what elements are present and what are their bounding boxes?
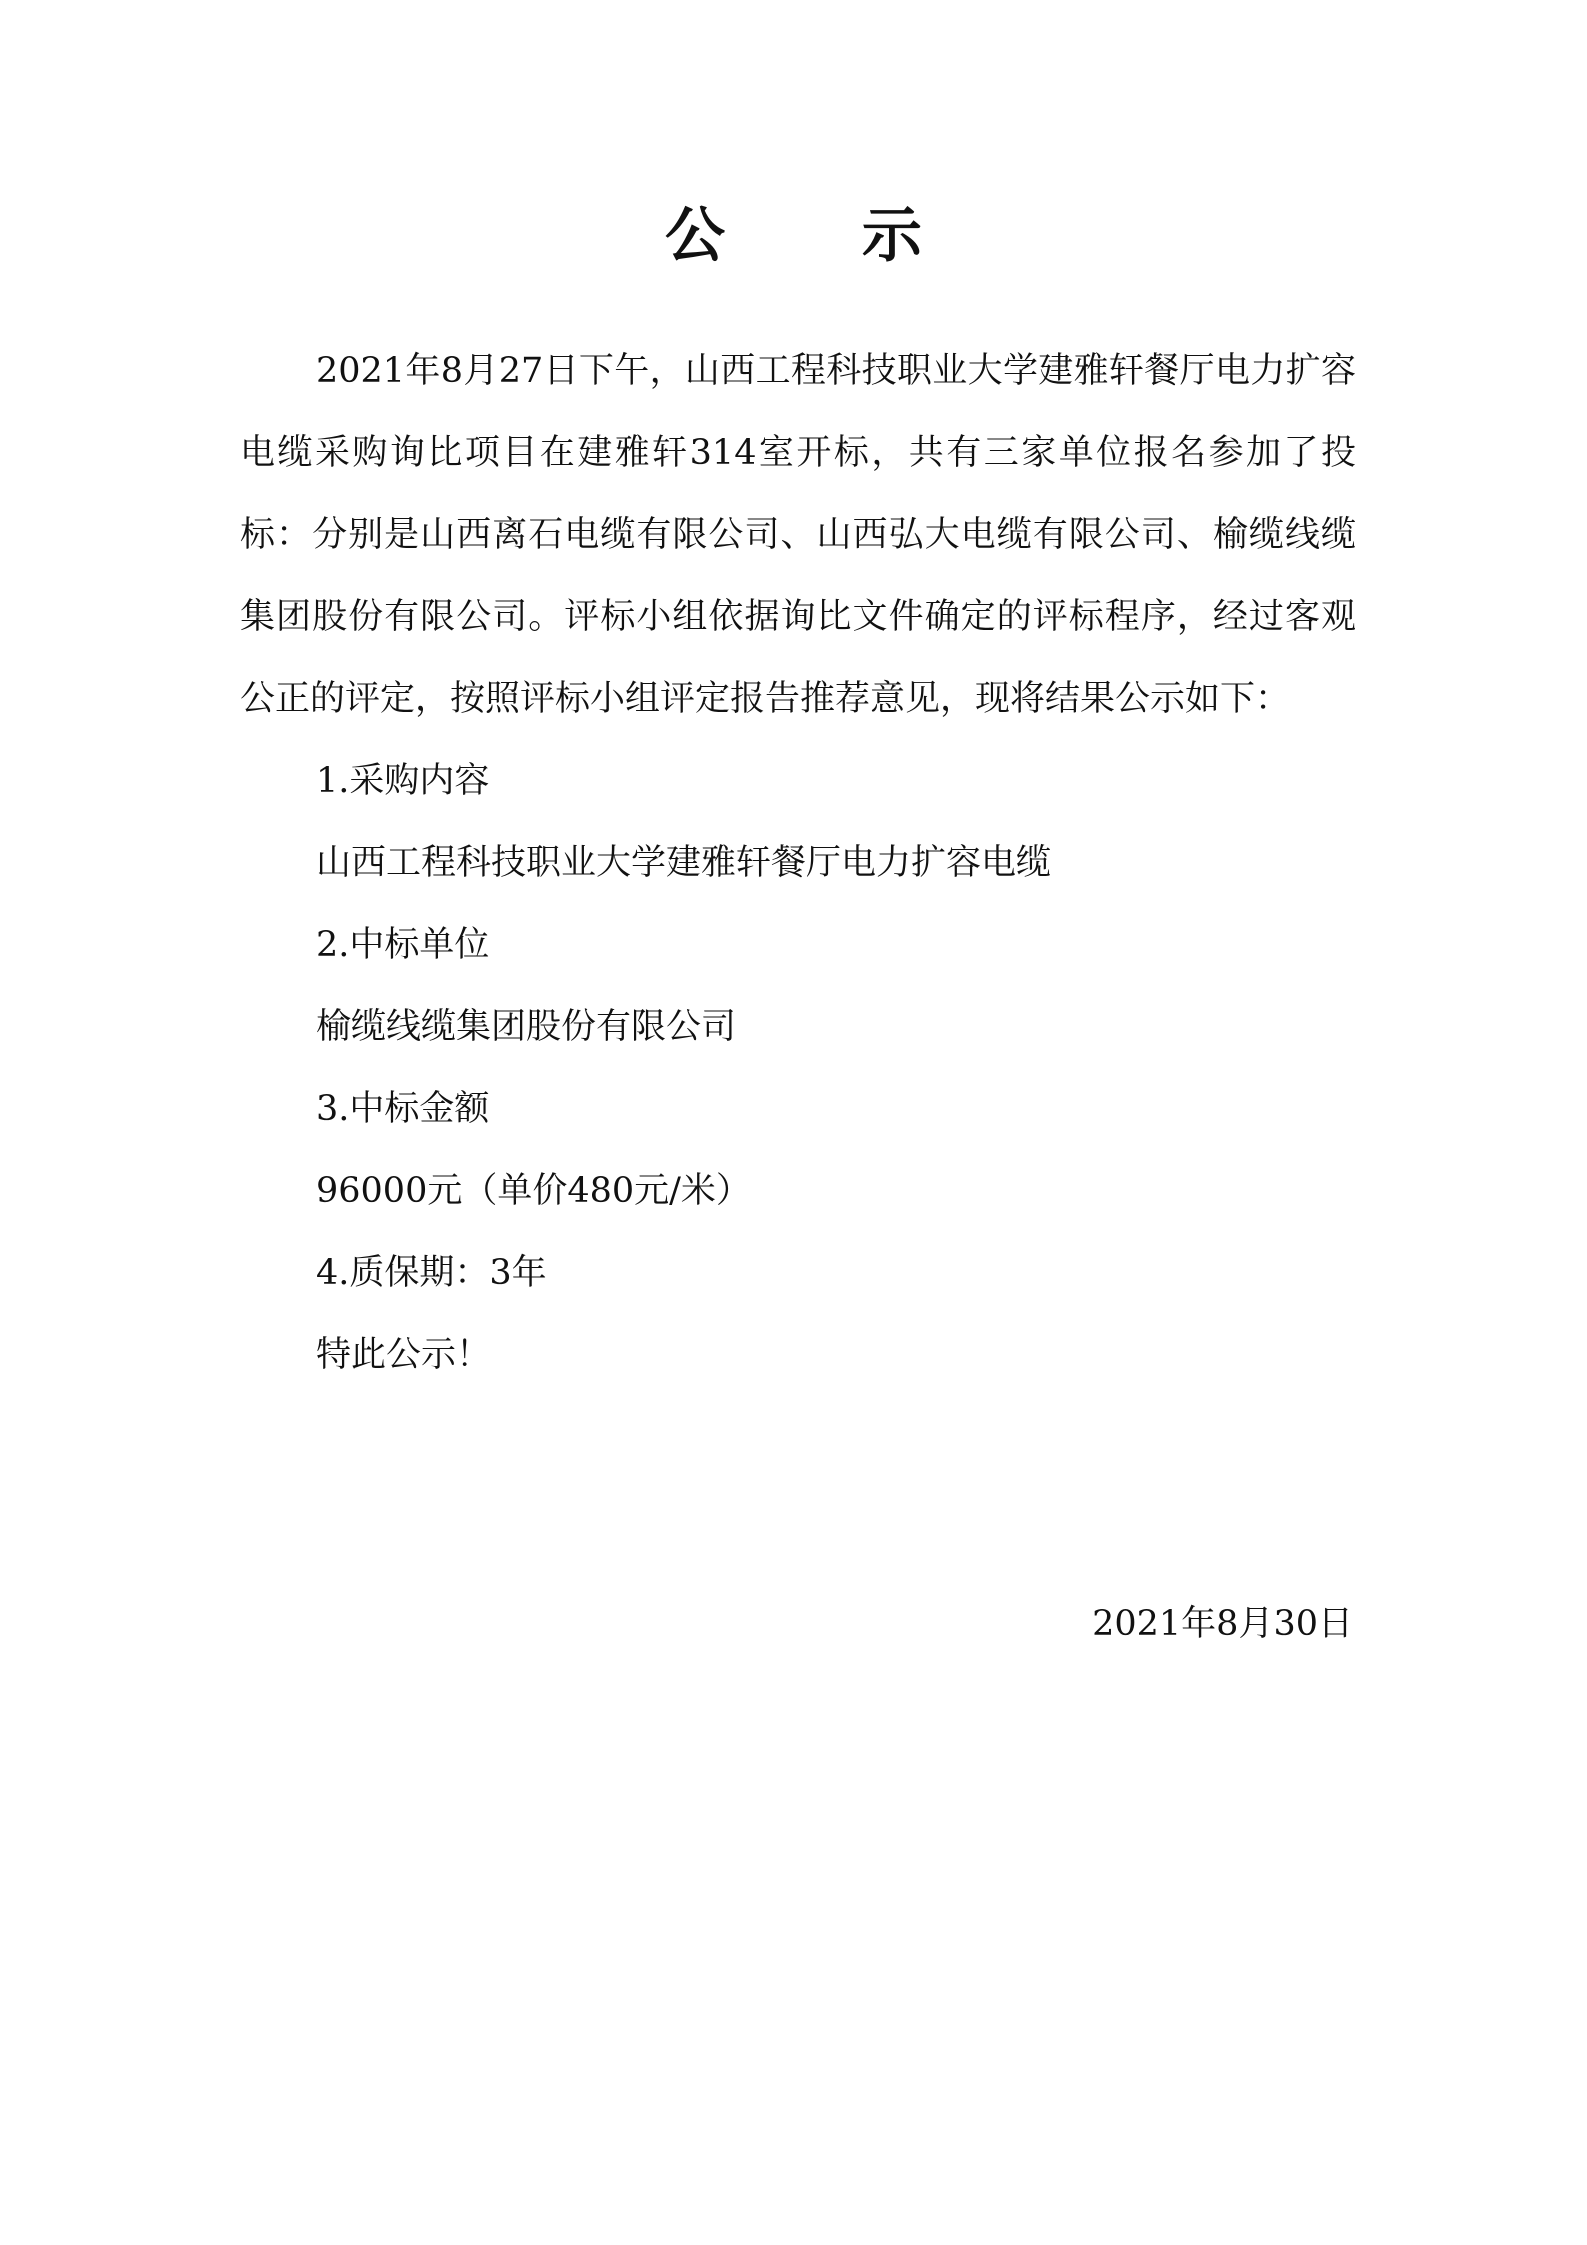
signature-date: 2021年8月30日: [1092, 1604, 1353, 1644]
section2-heading: 2.中标单位: [316, 925, 490, 965]
section1-content: 山西工程科技职业大学建雅轩餐厅电力扩容电缆: [316, 843, 1052, 883]
section3-content: 96000元（单价480元/米）: [316, 1171, 751, 1211]
intro-paragraph: 2021年8月27日下午，山西工程科技职业大学建雅轩餐厅电力扩容电缆采购询比项目在建雅轩314室开标，共有三家单位报名参加了投标：分别是山西离石电缆有限公司、山西弘大电缆有限公司、榆缆线缆集团股份有限公司。评标小组依据询比文件确定的评标程序，经过客观公正的评定，按照评标小组评定报告推荐意见，现将结果公示如下：: [240, 351, 1356, 719]
document-title: 公 示: [665, 201, 980, 271]
section2-content: 榆缆线缆集团股份有限公司: [316, 1007, 737, 1047]
closing-statement: 特此公示！: [316, 1335, 492, 1375]
section1-heading: 1.采购内容: [316, 761, 490, 801]
section3-heading: 3.中标金额: [316, 1089, 490, 1129]
section4-warranty: 4.质保期：3年: [316, 1253, 547, 1293]
document-body: [240, 330, 1356, 1396]
